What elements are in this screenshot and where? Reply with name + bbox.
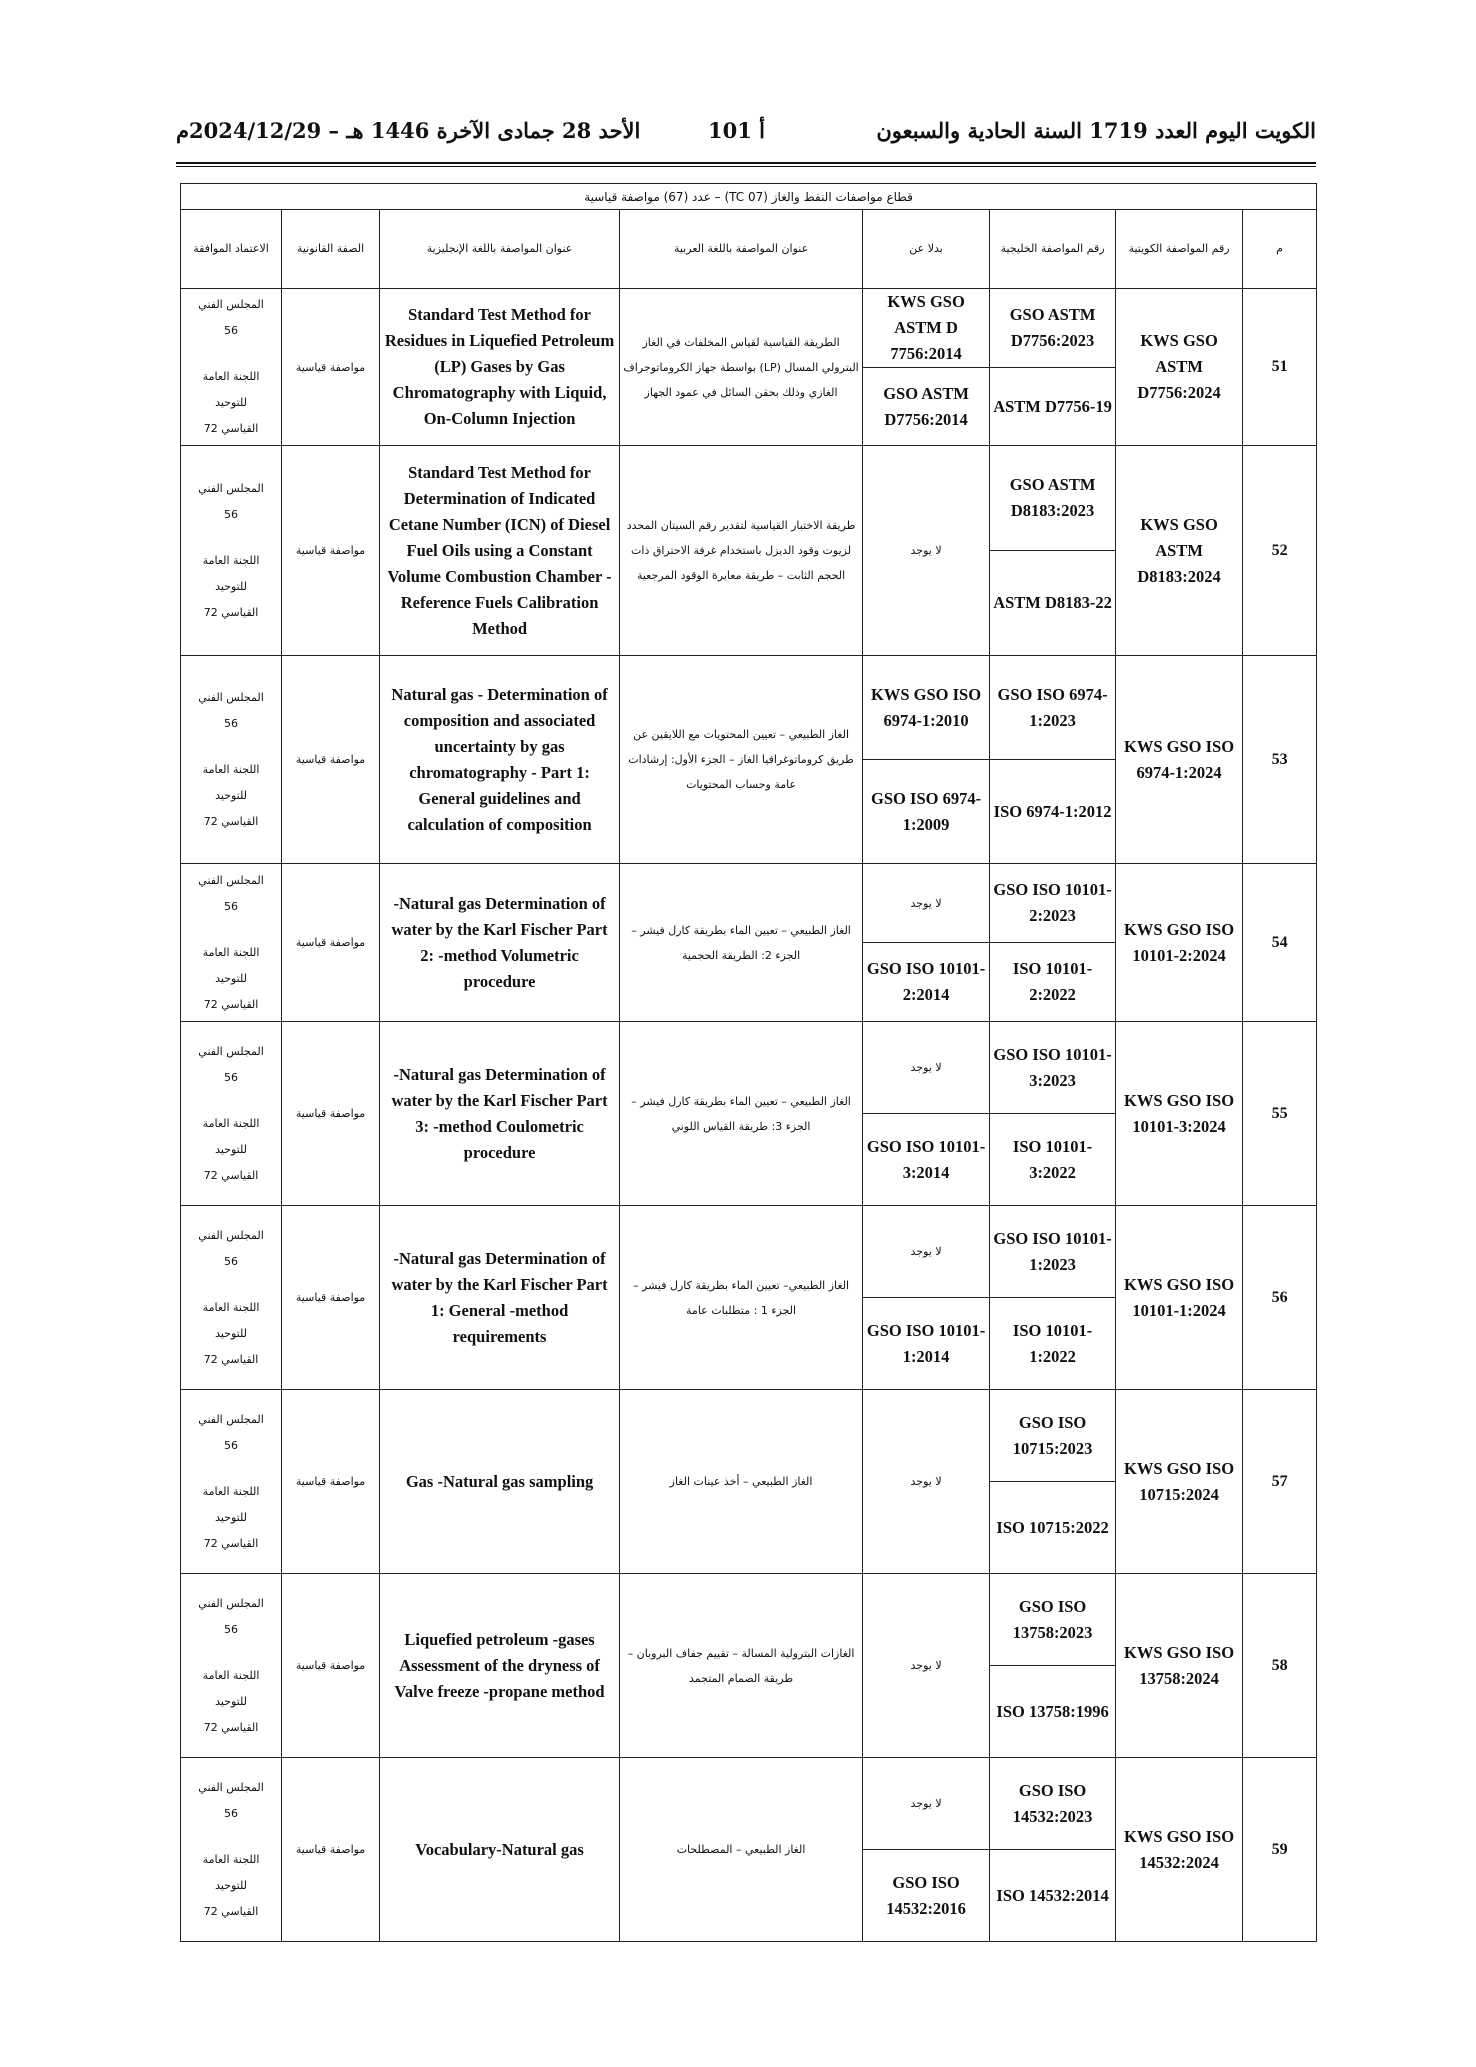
gulf-standard-no-top: GSO ISO 13758:2023 (990, 1574, 1116, 1666)
legal-status: مواصفة قياسية (282, 1758, 380, 1942)
replaces-top: لا يوجد (863, 1574, 990, 1758)
approval-committee: اللجنة العامة (202, 370, 260, 383)
replaces-top: لا يوجد (863, 446, 990, 656)
legal-status: مواصفة قياسية (282, 289, 380, 446)
approval-committee: للتوحيد (215, 971, 247, 985)
approval-council-no: 56 (224, 1622, 239, 1636)
title-english: Standard Test Method for Residues in Liquefied Petroleum (LP) Gases by Gas Chromatography with Liquid, On-Column Injection (380, 289, 620, 446)
table-row (181, 289, 1317, 368)
gap (184, 528, 278, 548)
approval-committee: اللجنة العامة (202, 1852, 260, 1866)
table-row (181, 1390, 1317, 1482)
approval-council: المجلس الفني (198, 690, 264, 704)
approval-committee: القياسي 72 (203, 1904, 259, 1918)
legal-status: مواصفة قياسية (282, 1390, 380, 1574)
approval-committee: اللجنة العامة (202, 762, 260, 776)
approval-cell (181, 1574, 282, 1758)
approval-committee: اللجنة العامة (202, 1116, 260, 1130)
row-number: 56 (1243, 1206, 1317, 1390)
approval-council: المجلس الفني (198, 1412, 264, 1426)
replaces-bottom: GSO ISO 10101-3:2014 (863, 1114, 990, 1206)
row-number: 57 (1243, 1390, 1317, 1574)
gulf-standard-no-bottom: ISO 10715:2022 (990, 1482, 1116, 1574)
row-number: 55 (1243, 1022, 1317, 1206)
table-row (181, 656, 1317, 760)
approval-council: المجلس الفني (198, 298, 264, 311)
approval-committee: القياسي 72 (203, 1352, 259, 1366)
title-arabic: الغاز الطبيعي– تعيين الماء بطريقة كارل فيشر – الجزء 1 : متطلبات عامة (620, 1206, 863, 1390)
approval-council-no: 56 (224, 1070, 239, 1084)
approval-committee: للتوحيد (215, 788, 247, 802)
approval-committee: اللجنة العامة (202, 945, 260, 959)
row-number: 53 (1243, 656, 1317, 864)
row-number: 54 (1243, 864, 1317, 1022)
legal-status: مواصفة قياسية (282, 864, 380, 1022)
title-arabic: الغاز الطبيعي – المصطلحات (620, 1758, 863, 1942)
gulf-standard-no-top: GSO ISO 14532:2023 (990, 1758, 1116, 1850)
title-arabic: الغاز الطبيعي – تعيين الماء بطريقة كارل فيشر – الجزء 3: طريقة القياس اللوني (620, 1022, 863, 1206)
kuwaiti-standard-no: KWS GSO ISO 13758:2024 (1116, 1574, 1243, 1758)
gap (184, 1091, 278, 1111)
approval-council: المجلس الفني (198, 1596, 264, 1610)
replaces-top: لا يوجد (863, 864, 990, 943)
approval-council-no: 56 (224, 1254, 239, 1268)
approval-council-no: 56 (224, 324, 239, 337)
gazette-issue: الكويت اليوم العدد 1719 السنة الحادية والسبعون (876, 118, 1316, 143)
col-header-no: م (1243, 210, 1317, 289)
replaces-bottom: GSO ISO 14532:2016 (863, 1850, 990, 1942)
title-english: Vocabulary-Natural gas (380, 1758, 620, 1942)
approval-council: المجلس الفني (198, 481, 264, 495)
kuwaiti-standard-no: KWS GSO ASTM D7756:2024 (1116, 289, 1243, 446)
table-row (181, 1206, 1317, 1298)
replaces-bottom: GSO ISO 10101-1:2014 (863, 1298, 990, 1390)
gulf-standard-no-bottom: ASTM D8183-22 (990, 551, 1116, 656)
table-row (181, 446, 1317, 551)
approval-council: المجلس الفني (198, 1228, 264, 1242)
standards-table (180, 183, 1317, 1942)
approval-committee: للتوحيد (215, 1510, 247, 1524)
table-row (181, 864, 1317, 943)
gulf-standard-no-bottom: ISO 13758:1996 (990, 1666, 1116, 1758)
col-header-title-en: عنوان المواصفة باللغة الإنجليزية (380, 210, 620, 289)
legal-status: مواصفة قياسية (282, 1022, 380, 1206)
replaces-top: لا يوجد (863, 1758, 990, 1850)
title-english: Gas -Natural gas sampling (380, 1390, 620, 1574)
title-english: Natural gas - Determination of composition and associated uncertainty by gas chromatography - Part 1: General guidelines and calculation of composition (380, 656, 620, 864)
kuwaiti-standard-no: KWS GSO ISO 14532:2024 (1116, 1758, 1243, 1942)
gulf-standard-no-bottom: ISO 14532:2014 (990, 1850, 1116, 1942)
approval-committee: القياسي 72 (203, 997, 259, 1011)
approval-cell (181, 1758, 282, 1942)
replaces-top: لا يوجد (863, 1390, 990, 1574)
approval-committee: القياسي 72 (203, 1536, 259, 1550)
gulf-standard-no-bottom: ISO 10101-1:2022 (990, 1298, 1116, 1390)
row-number: 52 (1243, 446, 1317, 656)
gulf-standard-no-top: GSO ISO 10715:2023 (990, 1390, 1116, 1482)
legal-status: مواصفة قياسية (282, 446, 380, 656)
table-row (181, 1022, 1317, 1114)
approval-council-no: 56 (224, 899, 239, 913)
title-arabic: الغاز الطبيعي – تعيين المحتويات مع اللايقين عن طريق كروماتوغرافيا الغاز – الجزء الأول: إرشادات عامة وحساب المحتويات (620, 656, 863, 864)
issue-date: الأحد 28 جمادى الآخرة 1446 هـ – 2024/12/29م (176, 118, 641, 143)
replaces-top: لا يوجد (863, 1022, 990, 1114)
gulf-standard-no-bottom: ISO 10101-2:2022 (990, 943, 1116, 1022)
approval-committee: للتوحيد (215, 396, 247, 409)
header-rule-thin (176, 166, 1316, 167)
approval-cell (181, 289, 282, 446)
col-header-kuwaiti-no: رقم المواصفة الكويتية (1116, 210, 1243, 289)
title-arabic: الغاز الطبيعي – تعيين الماء بطريقة كارل فيشر – الجزء 2: الطريقة الحجمية (620, 864, 863, 1022)
approval-committee: للتوحيد (215, 579, 247, 593)
gulf-standard-no-top: GSO ASTM D7756:2023 (990, 289, 1116, 368)
gap (184, 920, 278, 940)
legal-status: مواصفة قياسية (282, 1206, 380, 1390)
header-rule (176, 162, 1316, 164)
gulf-standard-no-top: GSO ISO 10101-2:2023 (990, 864, 1116, 943)
gulf-standard-no-top: GSO ASTM D8183:2023 (990, 446, 1116, 551)
sector-title: قطاع مواصفات النفط والغاز (TC 07) – عدد (67) مواصفة قياسية (181, 184, 1317, 210)
col-header-title-ar: عنوان المواصفة باللغة العربية (620, 210, 863, 289)
gap (184, 344, 278, 364)
replaces-bottom: GSO ISO 10101-2:2014 (863, 943, 990, 1022)
title-english: -Natural gas Determination of water by the Karl Fischer Part 1: General -method requirements (380, 1206, 620, 1390)
kuwaiti-standard-no: KWS GSO ISO 6974-1:2024 (1116, 656, 1243, 864)
approval-committee: القياسي 72 (203, 814, 259, 828)
approval-cell (181, 1206, 282, 1390)
table-body (181, 289, 1317, 1942)
replaces-top: KWS GSO ASTM D 7756:2014 (863, 289, 990, 368)
approval-committee: اللجنة العامة (202, 553, 260, 567)
title-english: -Natural gas Determination of water by the Karl Fischer Part 2: -method Volumetric procedure (380, 864, 620, 1022)
row-number: 58 (1243, 1574, 1317, 1758)
gulf-standard-no-bottom: ASTM D7756-19 (990, 368, 1116, 446)
title-arabic: الغازات البترولية المسالة – تقييم جفاف البروبان – طريقة الصمام المتجمد (620, 1574, 863, 1758)
approval-cell (181, 656, 282, 864)
col-header-gulf-no: رقم المواصفة الخليجية (990, 210, 1116, 289)
col-header-replaces: بدلا عن (863, 210, 990, 289)
kuwaiti-standard-no: KWS GSO ISO 10101-2:2024 (1116, 864, 1243, 1022)
title-english: Liquefied petroleum -gases Assessment of the dryness of Valve freeze -propane method (380, 1574, 620, 1758)
replaces-top: لا يوجد (863, 1206, 990, 1298)
approval-cell (181, 1390, 282, 1574)
gap (184, 1459, 278, 1479)
approval-committee: للتوحيد (215, 1878, 247, 1892)
approval-council: المجلس الفني (198, 1780, 264, 1794)
table-row (181, 1574, 1317, 1666)
title-arabic: الطريقة القياسية لقياس المخلفات في الغاز البترولي المسال (LP) بواسطة جهاز الكروماتوجراف الغازي وذلك بحقن السائل في عمود الجهاز (620, 289, 863, 446)
approval-committee: للتوحيد (215, 1694, 247, 1708)
replaces-bottom: GSO ISO 6974-1:2009 (863, 760, 990, 864)
gulf-standard-no-bottom: ISO 6974-1:2012 (990, 760, 1116, 864)
title-arabic: الغاز الطبيعي – أخذ عينات الغاز (620, 1390, 863, 1574)
approval-committee: اللجنة العامة (202, 1300, 260, 1314)
legal-status: مواصفة قياسية (282, 1574, 380, 1758)
approval-committee: القياسي 72 (203, 422, 259, 435)
gap (184, 1275, 278, 1295)
kuwaiti-standard-no: KWS GSO ISO 10101-1:2024 (1116, 1206, 1243, 1390)
gulf-standard-no-top: GSO ISO 6974-1:2023 (990, 656, 1116, 760)
approval-council-no: 56 (224, 507, 239, 521)
approval-council-no: 56 (224, 1438, 239, 1452)
approval-council: المجلس الفني (198, 873, 264, 887)
page-header (176, 118, 1316, 158)
title-english: Standard Test Method for Determination of Indicated Cetane Number (ICN) of Diesel Fuel Oils using a Constant Volume Combustion Chamber - Reference Fuels Calibration Method (380, 446, 620, 656)
approval-committee: القياسي 72 (203, 1720, 259, 1734)
gulf-standard-no-top: GSO ISO 10101-3:2023 (990, 1022, 1116, 1114)
kuwaiti-standard-no: KWS GSO ASTM D8183:2024 (1116, 446, 1243, 656)
approval-committee: للتوحيد (215, 1142, 247, 1156)
kuwaiti-standard-no: KWS GSO ISO 10715:2024 (1116, 1390, 1243, 1574)
approval-cell (181, 446, 282, 656)
legal-status: مواصفة قياسية (282, 656, 380, 864)
approval-committee: اللجنة العامة (202, 1668, 260, 1682)
approval-committee: القياسي 72 (203, 1168, 259, 1182)
approval-council-no: 56 (224, 716, 239, 730)
col-header-legal: الصفة القانونية (282, 210, 380, 289)
approval-council-no: 56 (224, 1806, 239, 1820)
row-number: 59 (1243, 1758, 1317, 1942)
approval-committee: للتوحيد (215, 1326, 247, 1340)
table-row (181, 1758, 1317, 1850)
replaces-bottom: GSO ASTM D7756:2014 (863, 368, 990, 446)
title-arabic: طريقة الاختبار القياسية لتقدير رقم السيتان المحدد لزيوت وقود الديزل باستخدام غرفة الاحتراق ذات الحجم الثابت – طريقة معايرة الوقود المرجعية (620, 446, 863, 656)
page-number: أ 101 (708, 118, 765, 143)
approval-committee: اللجنة العامة (202, 1484, 260, 1498)
gap (184, 1827, 278, 1847)
row-number: 51 (1243, 289, 1317, 446)
kuwaiti-standard-no: KWS GSO ISO 10101-3:2024 (1116, 1022, 1243, 1206)
replaces-top: KWS GSO ISO 6974-1:2010 (863, 656, 990, 760)
col-header-approval: الاعتماد الموافقة (181, 210, 282, 289)
gulf-standard-no-bottom: ISO 10101-3:2022 (990, 1114, 1116, 1206)
approval-committee: القياسي 72 (203, 605, 259, 619)
gap (184, 1643, 278, 1663)
title-english: -Natural gas Determination of water by the Karl Fischer Part 3: -method Coulometric procedure (380, 1022, 620, 1206)
gap (184, 737, 278, 757)
approval-council: المجلس الفني (198, 1044, 264, 1058)
approval-cell (181, 1022, 282, 1206)
gulf-standard-no-top: GSO ISO 10101-1:2023 (990, 1206, 1116, 1298)
approval-cell (181, 864, 282, 1022)
